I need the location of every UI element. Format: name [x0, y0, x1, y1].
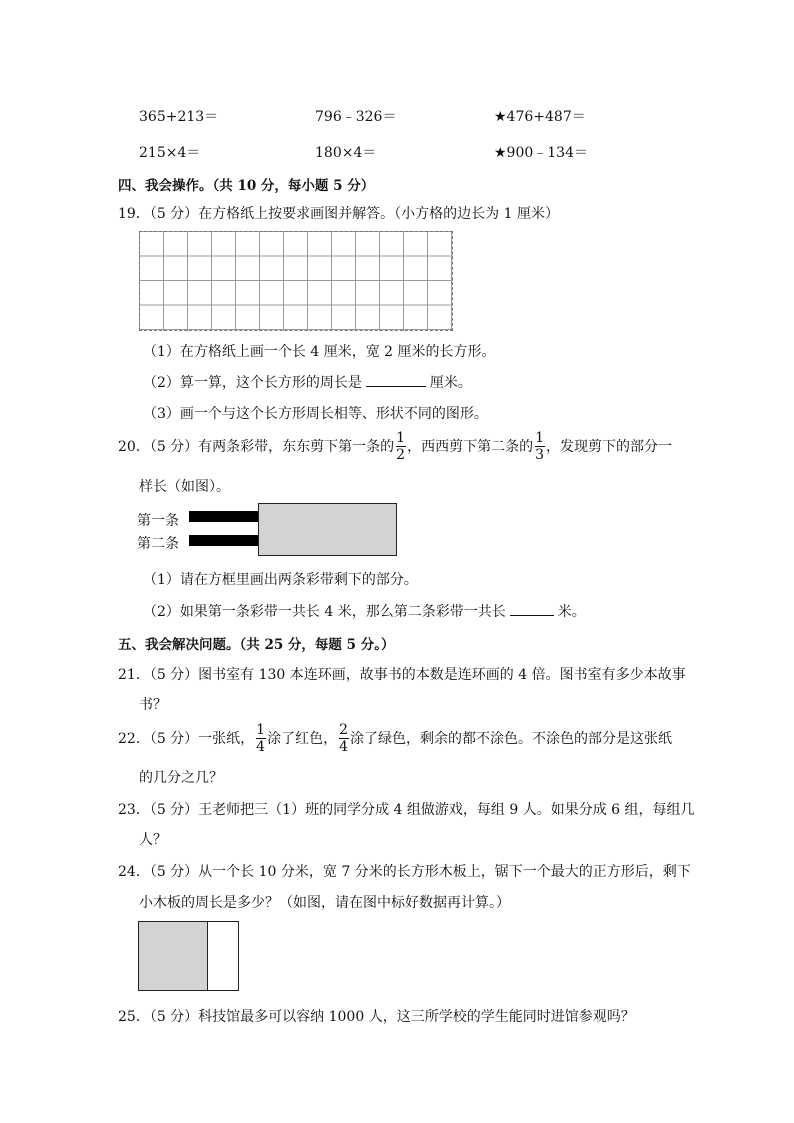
question-stem: 24．（5 分）从一个长 10 分米，宽 7 分米的长方形木板上，锯下一个最大的正方形后，剩下	[118, 864, 691, 880]
sub-question: （1）请在方框里画出两条彩带剩下的部分。	[143, 572, 418, 588]
question-stem: 21．（5 分）图书室有 130 本连环画，故事书的本数是连环画的 4 倍。图书室有多少本故事	[118, 667, 686, 683]
fraction: $\frac{2}{4}$	[339, 721, 349, 755]
drawing-box[interactable]	[258, 503, 397, 556]
calc-item: 180×4＝	[315, 145, 377, 161]
question-stem: 19．（5 分）在方格纸上按要求画图并解答。（小方格的边长为 1 厘米）	[118, 206, 559, 222]
calc-item: 215×4＝	[139, 145, 201, 161]
question-stem-cont: 书？	[139, 697, 167, 713]
calc-item: 796﹣326＝	[315, 109, 397, 125]
calc-item: 365+213＝	[139, 109, 219, 125]
sub-question: （2）算一算，这个长方形的周长是 厘米。	[143, 372, 472, 392]
question-stem: 22．（5 分）一张纸， $\frac{1}{4}$ 涂了红色， $\frac{2}{4}$ 涂了绿色，剩余的都不涂色。不涂色的部分是这张纸	[118, 721, 673, 755]
square-part	[139, 922, 208, 990]
ribbon-label-2: 第二条	[137, 536, 179, 552]
square-grid[interactable]	[139, 231, 453, 331]
ribbon-2-cut	[189, 535, 259, 546]
calc-item: ★476+487＝	[494, 109, 586, 125]
fraction: $\frac{1}{2}$	[396, 429, 406, 463]
question-stem-cont: 小木板的周长是多少？（如图，请在图中标好数据再计算。）	[139, 895, 510, 911]
sub-question: （3）画一个与这个长方形周长相等、形状不同的图形。	[143, 406, 488, 422]
section-heading: 四、我会操作。（共 10 分，每小题 5 分）	[118, 178, 375, 194]
ribbon-1-cut	[189, 511, 259, 522]
question-stem: 25．（5 分）科技馆最多可以容纳 1000 人，这三所学校的学生能同时进馆参观吗？	[118, 1009, 635, 1025]
answer-blank[interactable]	[366, 372, 426, 387]
board-figure[interactable]	[138, 921, 239, 991]
sub-question: （2）如果第一条彩带一共长 4 米，那么第二条彩带一共长 米。	[143, 601, 586, 621]
fraction: $\frac{1}{3}$	[535, 429, 545, 463]
question-stem: 20．（5 分）有两条彩带，东东剪下第一条的 $\frac{1}{2}$ ，西西剪下第二条的 $\frac{1}{3}$ ，发现剪下的部分一	[118, 429, 673, 463]
sub-question: （1）在方格纸上画一个长 4 厘米，宽 2 厘米的长方形。	[143, 344, 496, 360]
fraction: $\frac{1}{4}$	[256, 721, 266, 755]
ribbon-label-1: 第一条	[137, 513, 179, 529]
question-stem-cont: 样长（如图）。	[139, 479, 230, 495]
section-heading: 五、我会解决问题。（共 25 分，每题 5 分。）	[118, 637, 395, 653]
question-stem: 23．（5 分）王老师把三（1）班的同学分成 4 组做游戏，每组 9 人。如果分成 6 组，每组几	[118, 802, 695, 818]
question-stem-cont: 人？	[139, 832, 167, 848]
answer-blank[interactable]	[510, 601, 554, 616]
question-stem-cont: 的几分之几？	[139, 770, 223, 786]
calc-item: ★900﹣134＝	[494, 145, 588, 161]
